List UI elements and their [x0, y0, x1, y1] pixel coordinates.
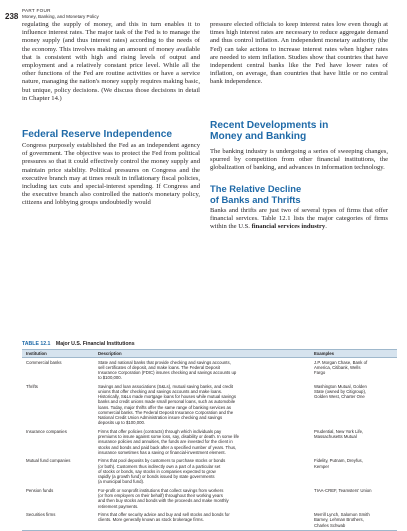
cell-examples: Washington Mutual, Golden State (owned by Citigroup), Golden West, Charter One [314, 383, 367, 400]
right-body2-end: . [325, 223, 327, 231]
section-heading-recent-developments [210, 120, 328, 143]
left-body-text: Congress purposely established the Fed as an independent agency of government. The objective was to protect the Fed from political pressures so that it could effectively control the money supply and maintain price stability. Political pressures on Congress and the executive branch may at times result in inflationary fiscal policies, including tax cuts and special-interest spending. If Congress and the executive branch also controlled the nation's monetary policy, citizens and lobbying groups undoubtedly would [22, 142, 200, 207]
cell-institution: Commercial banks [26, 359, 62, 365]
table-row [22, 486, 397, 510]
table-row [22, 382, 397, 427]
table-row [22, 457, 397, 487]
right-intro-text: pressure elected officials to keep interest rates low even though at times high interest rates are necessary to reduce aggregate demand and thus control inflation. An independent monetary authority (the Fed) can take actions to increase interest rates when higher rates are needed to stem inflation. Studies show that countries that have independent central banks like the Fed have lower rates of inflation, on average, than countries that have little or no central bank independence. [210, 21, 388, 86]
column-header-description: Description [98, 350, 122, 356]
cell-examples: J.P. Morgan Chase, Bank of America, Citibank, Wells Fargo [314, 359, 368, 375]
right-body1-paragraph [210, 148, 388, 173]
cell-examples: TIAA-CREF, Teamsters' Union [314, 487, 372, 493]
left-intro-text: regulating the supply of money, and this in turn enables it to influence interest rates. The major task of the Fed is to manage the money supply (and thus interest rates) according to the needs of the economy. This involves making an amount of money available that is consistent with high and rising levels of output and employment and a relatively constant price level. While all the other functions of the Fed are routine activities or have a service nature, managing the nation's money supply requires making basic, but unique, policy decisions. (We discuss those decisions in detail in Chapter 14.) [22, 21, 200, 102]
right-body2-text [210, 207, 388, 232]
cell-description: Firms that pool deposits by customers to purchase stocks or bonds (or both). Customers thus indirectly own a part of a particular set of stocks or bonds, say stocks in companies expected to grow rapidly (a growth fund) or bonds issued by state governments (a municipal bond fund). [98, 458, 226, 485]
table-header-row [22, 349, 397, 358]
key-term-financial-services-industry: financial services industry [251, 223, 326, 231]
cell-institution: Mutual fund companies [26, 458, 71, 464]
section-heading-fed-independence: Federal Reserve Independence [22, 129, 173, 140]
cell-institution: Securities firms [26, 512, 56, 518]
left-body-paragraph [22, 142, 200, 208]
right-body1-text: The banking industry is undergoing a series of sweeping changes, spurred by competition from other financial institutions, the globalization of banking, and advances in information technology. [210, 148, 388, 172]
table-row [22, 511, 397, 531]
table-label: TABLE 12.1 [22, 341, 51, 347]
column-header-examples: Examples [314, 350, 335, 356]
cell-description: Firms that offer security advice and buy and sell stocks and bonds for clients. More generally known as stock brokerage firms. [98, 512, 230, 523]
column-header-institution: Institution [26, 350, 47, 356]
right-body2-plain: Banks and thrifts are just two of several types of firms that offer financial services. Table 12.1 lists the major categories of firms within the U.S. [210, 207, 388, 231]
cell-institution: Pension funds [26, 487, 54, 493]
cell-description: State and national banks that provide checking and savings accounts, sell certificates of deposit, and make loans. The Federal Deposit Insurance Corporation (FDIC) insures checking and savings accounts up to $100,000. [98, 359, 237, 381]
subheading-line-2: of Banks and Thrifts [210, 193, 301, 205]
cell-description: For-profit or nonprofit institutions that collect savings from workers (or from employers on their behalf) throughout their working years and then buy stocks and bonds with the proceeds and make monthly retirement payments. [98, 487, 229, 509]
cell-examples: Prudential, New York Life, Massachusetts Mutual [314, 428, 364, 440]
cell-institution: Thrifts [26, 383, 38, 389]
cell-examples: Merrill Lynch, Salomon Smith Barney, Lehman Brothers, Charles Schwab [314, 512, 370, 528]
table-row [22, 427, 397, 457]
page-number: 238 [5, 12, 19, 21]
right-intro-paragraph [210, 21, 388, 87]
table-title: Major U.S. Financial Institutions [55, 341, 135, 347]
cell-institution: Insurance companies [26, 428, 67, 434]
section-heading-line-2: Money and Banking [210, 131, 307, 143]
section-heading-line-1: Recent Developments in [210, 120, 329, 131]
financial-institutions-table [22, 349, 397, 531]
table-caption [22, 341, 135, 347]
left-intro-paragraph [22, 21, 200, 103]
cell-description: Firms that offer policies (contracts) through which individuals pay premiums to insure against some loss, say, disability or death. In some life insurance policies and annuities, the funds are invested for the client in stocks and bonds and paid back after a specified number of years. Thus, insurance sometimes has a saving or financial-investment element. [98, 428, 240, 455]
cell-examples: Fidelity, Putnam, Dreyfus, Kemper [314, 458, 363, 469]
part-label: PART FOUR [22, 8, 51, 13]
table-row [22, 358, 397, 382]
right-body2-paragraph [210, 207, 388, 232]
subheading-relative-decline [210, 184, 301, 205]
cell-description: Savings and loan associations (S&Ls), mutual saving banks, and credit unions that offer checking and savings accounts and make loans. Historically, S&Ls made mortgage loans for houses while mutual savings banks and credit unions made small personal loans, such as automobile loans. Today, major thrifts offer the same range of banking services as commercial banks. The Federal Deposit Insurance Corporation and the National Credit Union Administration insure checking and savings deposits up to $100,000. [98, 383, 236, 426]
subheading-line-1: The Relative Decline [210, 183, 302, 194]
part-title: Money, Banking, and Monetary Policy [22, 14, 99, 19]
